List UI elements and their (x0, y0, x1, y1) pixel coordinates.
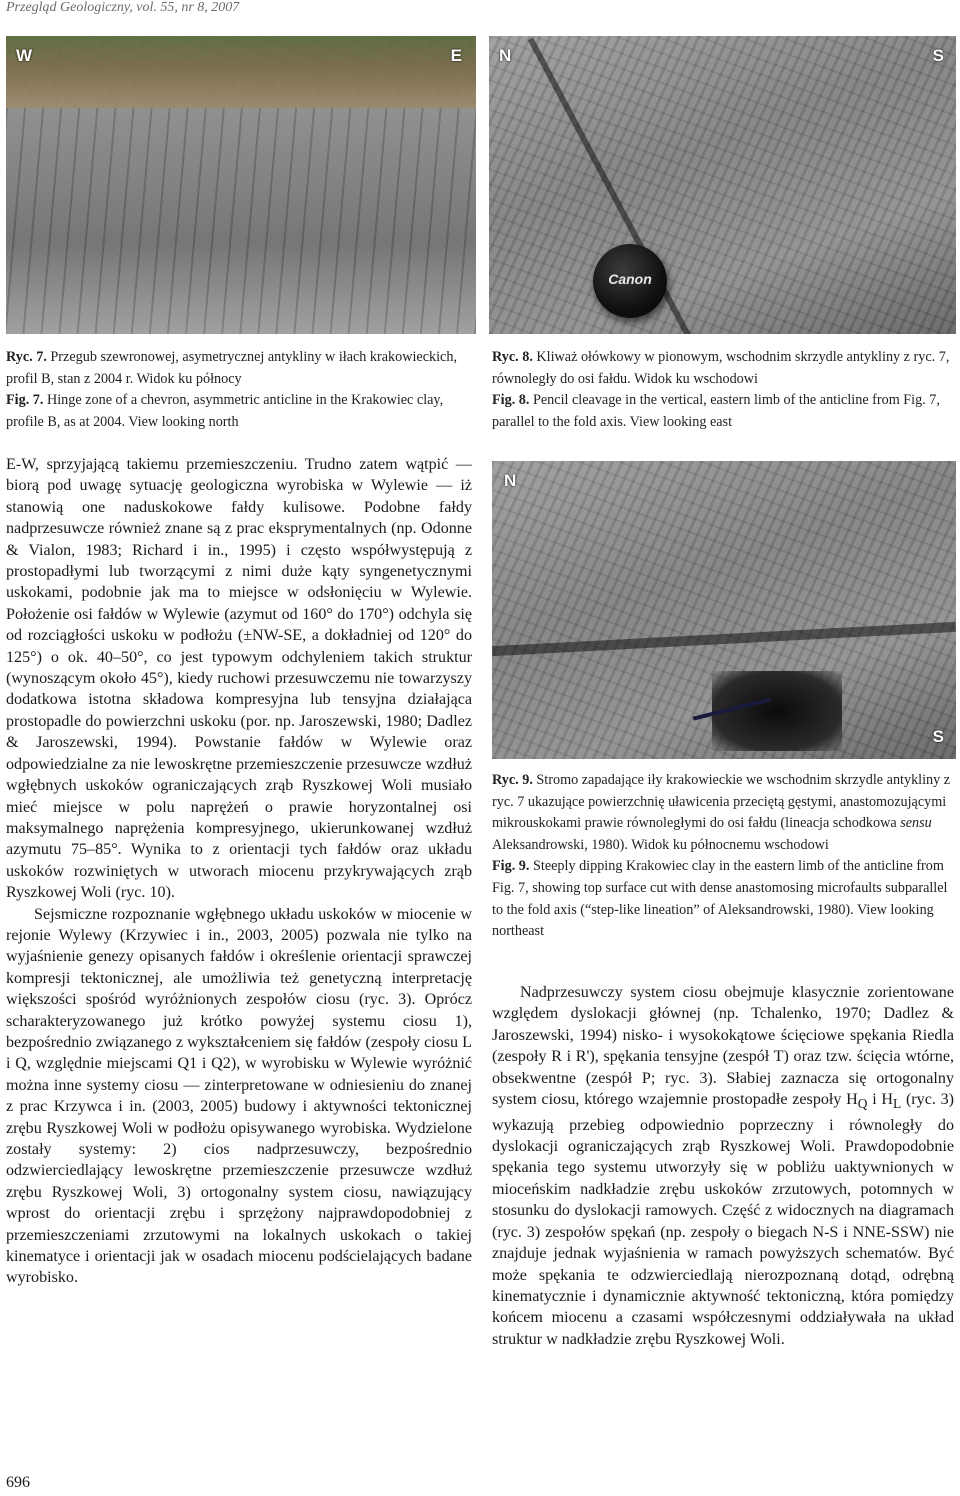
fig9-en-text: Steeply dipping Krakowiec clay in the eastern limb of the anticline from Fig. 7, showing top surface cut with dense anastomosing microfaults subparallel to the fold axis (“step-like lineation” of Aleksandrowski, 1980). View looking northeast (492, 858, 948, 940)
fig8-pl-label: Ryc. 8. (492, 349, 533, 365)
figure-9-photo (492, 461, 956, 759)
fig7-pl-text: Przegub szewronowej, asymetrycznej antykliny w iłach krakowieckich, profil B, stan z 2004 r. Widok ku północy (6, 349, 457, 387)
direction-label-e: E (450, 46, 462, 65)
page-number: 696 (6, 1474, 30, 1491)
vegetation-top (6, 36, 476, 113)
lens-cap-text: Canon (608, 271, 652, 287)
fig7-en-text: Hinge zone of a chevron, asymmetric anticline in the Krakowiec clay, profile B, as at 2004. View looking north (6, 392, 444, 430)
figure-8-photo (489, 36, 956, 334)
figure-9-caption (492, 770, 956, 943)
subscript-l: L (893, 1096, 902, 1112)
right-p1b: i H (867, 1091, 894, 1109)
direction-label-w: W (16, 46, 33, 65)
direction-label-s: S (932, 46, 944, 65)
figure-7-caption (6, 347, 476, 433)
running-header: Przegląd Geologiczny, vol. 55, nr 8, 2007 (6, 0, 240, 15)
fig8-pl-text: Kliważ ołówkowy w pionowym, wschodnim skrzydle antykliny z ryc. 7, równoległy do osi fałdu. Widok ku wschodowi (492, 349, 950, 387)
fig9-pl-text-2: Aleksandrowski, 1980). Widok ku północnemu wschodowi (492, 836, 829, 853)
right-paragraph-1 (492, 982, 954, 1350)
fig7-en-label: Fig. 7. (6, 392, 44, 409)
fig9-pl-text-1: Stromo zapadające iły krakowieckie we wschodnim skrzydle antykliny z ryc. 7 ukazujące powierzchnię uławicenia przeciętą gęstymi, anastomozującymi mikrouskokami prawie równoległymi do osi fałdu (lineacja schodkowa (492, 772, 951, 832)
fig7-pl-label: Ryc. 7. (6, 349, 47, 365)
subscript-q: Q (857, 1096, 868, 1112)
fig9-en-label: Fig. 9. (492, 858, 530, 875)
fig9-pl-italic: sensu (900, 815, 932, 832)
clay-slope (6, 108, 476, 334)
right-p1c: (ryc. 3) wykazują przebieg odpowiednio poprzeczny i równoległy do dyslokacji ograniczających zrąb Ryszkowej Woli. Prawdopodobnie spękania tego systemu utworzyły się w pobliżu uaktywnionych w mioceńskim nadkładzie zrębu uskoków zrzutowych, potomnych w stosunku do dyslokacji ramowych. Część z widocznych na diagramach (ryc. 3) zespołów spękań (np. zespoły o biegach N-S i NNE-SSW) nie znajduje jednak wyjaśnienia w ramach powyższych schematów. Być może spękania te odzwierciedlają nierozpoznaną dotąd, odrębną kinematycznie i dynamicznie aktywność tektoniczną, która pomiędzy końcem miocenu a czasami współczesnymi oddziaływała na układ struktur w nadkładzie zrębu Ryszkowej Woli. (492, 1091, 955, 1348)
fig9-pl-label: Ryc. 9. (492, 772, 533, 788)
bedding-ledge (492, 622, 956, 656)
right-text-column (492, 982, 954, 1350)
left-text-column (6, 454, 472, 1289)
fig8-en-text: Pencil cleavage in the vertical, eastern limb of the anticline from Fig. 7, parallel to the fold axis. View looking east (492, 392, 940, 430)
lens-cap-scale (593, 244, 667, 318)
right-p1a: Nadprzesuwczy system ciosu obejmuje klasycznie zorientowane względem dyslokacji głównej (np. Tchalenko, 1970; Dadlez & Jaroszewski, 1994) nisko- i wysokokątowe ścięciowe spękania Riedla (zespoły R i R'), spękania tensyjne (zespół T) oraz tzw. ścięcia wtórne, obsekwentne (zespół P; ryc. 3). Słabiej zaznacza się ortogonalny system ciosu, którego wzajemnie prostopadłe zespoły H (492, 984, 954, 1109)
direction-label-s-bottom: S (932, 727, 944, 746)
figure-8-caption (492, 347, 956, 433)
left-paragraph-1: E-W, sprzyjającą takiemu przemieszczeniu. Trudno zatem wątpić — biorą pod uwagę sytuację geologiczna wyrobiska w Wylewie — iż stanowią one naduskokowe fałdy kulisowe. Podobne fałdy nadprzesuwcze również znane są z prac eksprymentalnych (np. Odonne & Vialon, 1983; Richard i in., 1995) i często współwystępują z prostopadłymi lub tworzącymi z nimi duże kąty syngenetycznymi uskokami, podobnie jak ma to miejsce w odsłonięciu w Wylewie. Położenie osi fałdów w Wylewie (azymut od 160° do 170°) odchyla się od rozciągłości uskoku w podłożu (±NW-SE, a dokładniej od 120° do 125°) o ok. 40–50°, co jest typowym odchyleniem takich struktur (wynoszącym około 45°), kiedy ruchowi przesuwczemu nie towarzyszy dodatkowa istotna składowa kompresyjna lub tensyjna działająca prostopadle do powierzchni uskoku (por. np. Jaroszewski, 1980; Dadlez & Jaroszewski, 1994). Powstanie fałdów w Wylewie oraz odpowiedzialne za nie lewoskrętne przemieszczenie przesuwcze wzdłuż wgłębnych uskoków ograniczających zrąb Ryszkowej Woli musiało mieć miejsce w polu naprężeń o prawie horyzontalnej osi maksymalnego naprężenia kompresyjnego, ukierunkowanej wzdłuż azymutu 75–85°. Wynika to z orientacji tych fałdów oraz układu uskoków rozwiniętych w utworach miocenu przykrywających zrąb Ryszkowej Woli (ryc. 10). (6, 456, 472, 902)
direction-label-n-top: N (504, 471, 517, 490)
figure-7-photo (6, 36, 476, 334)
fig8-en-label: Fig. 8. (492, 392, 530, 409)
direction-label-n: N (499, 46, 512, 65)
left-paragraph-2: Sejsmiczne rozpoznanie wgłębnego układu uskoków w miocenie w rejonie Wylewy (Krzywiec i in., 2003, 2005) pozwala nie tylko na wyjaśnienie genezy opisanych fałdów i określenie orientacji sprawczej kompresji tektonicznej, ale umożliwia też genetyczną interpretację większości spośród wyróżnionych zespołów ciosu (ryc. 3). Oprócz scharakteryzowanego już krótko powyżej systemu ciosu 1), bezpośrednio związanego z wykształceniem się fałdów (zespoły ciosu L i Q, względnie miejscami Q1 i Q2), w wyrobisku w Wylewie wyróżnić można inne systemy ciosu — zinterpretowane w odniesieniu do znanej z prac Krzywca i in. (2003, 2005) budowy i aktywności tektonicznej zrębu Ryszkowej Woli w podłożu opisywanego wyrobiska. Wydzielone zostały systemy: 2) cios nadprzesuwczy, bezpośrednio odzwierciedlający lewoskrętne przemieszczenie przesuwcze wzdłuż zrębu Ryszkowej Woli, 3) ortogonalny system ciosu, nawiązujący wprost do orientacji zrębu i sprzężony najprawdopodobniej z przemieszczeniami zrzutowymi na lokalnych uskokach o takiej kinematyce i orientacji jak w osadach miocenu podścielających badane wyrobisko. (6, 905, 472, 1287)
